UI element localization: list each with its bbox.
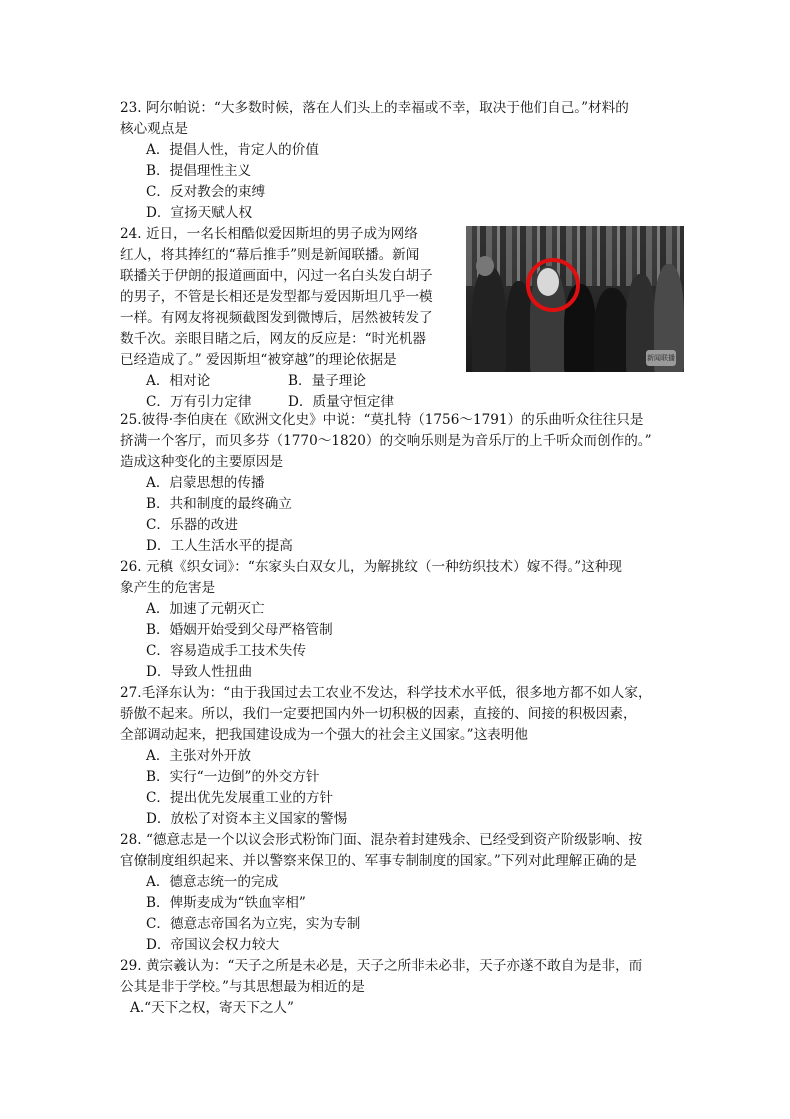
q24-option-a: A．相对论 [146,373,211,389]
q25-option-c: C．乐器的改进 [146,517,238,533]
q28-stem-line-2: 官僚制度组织起来、并以警察来保卫的、军事专制制度的国家。”下列对此理解正确的是 [120,853,637,869]
q23-option-b: B．提倡理性主义 [146,163,252,179]
q25-stem-line-1: 25.彼得·李伯庚在《欧洲文化史》中说：“莫扎特（1756～1791）的乐曲听众往往只是 [120,412,644,428]
q25-stem-line-2: 挤满一个客厅，而贝多芬（1770～1820）的交响乐则是为音乐厅的上千听众而创作的。” [120,433,652,449]
q24-stem-line-1: 24. 近日，一名长相酷似爱因斯坦的男子成为网络 [120,226,418,242]
q25-option-b: B．共和制度的最终确立 [146,496,292,512]
q27-option-d: D．放松了对资本主义国家的警惕 [146,811,348,827]
q27-stem-line-3: 全部调动起来，把我国建设成为一个强大的社会主义国家。”这表明他 [120,727,528,743]
q26-option-c: C．容易造成手工技术失传 [146,643,306,659]
q24-stem-line-3: 联播关于伊朗的报道画面中，闪过一名白头发白胡子 [120,268,433,284]
q24-option-b: B．量子理论 [288,373,366,389]
q26-option-d: D．导致人性扭曲 [146,664,253,680]
highlight-circle [526,258,580,312]
q24-stem-line-4: 的男子，不管是长相还是发型都与爱因斯坦几乎一模 [120,289,433,305]
q27-option-c: C．提出优先发展重工业的方针 [146,790,334,806]
q28-option-c: C．德意志帝国名为立宪，实为专制 [146,916,361,932]
q24-option-d: D．质量守恒定律 [288,394,395,410]
q23-option-a: A．提倡人性，肯定人的价值 [146,142,319,158]
q29-stem-line-2: 公其是非于学校。”与其思想最为相近的是 [120,979,365,995]
q25-option-a: A．启蒙思想的传播 [146,475,265,491]
q27-stem-line-1: 27.毛泽东认为：“由于我国过去工农业不发达，科学技术水平低，很多地方都不如人家， [120,685,652,701]
q23-option-d: D．宣扬天赋人权 [146,205,253,221]
news-logo: 新闻联播 [646,350,676,366]
q24-stem-line-5: 一样。有网友将视频截图发到微博后，居然被转发了 [120,310,433,326]
q25-stem-line-3: 造成这种变化的主要原因是 [120,454,284,470]
q23-stem-line-2: 核心观点是 [120,121,188,137]
news-screenshot-image [466,226,684,372]
q29-stem-line-1: 29. 黄宗羲认为：“天子之所是未必是，天子之所非未必非，天子亦遂不敢自为是非，而 [120,958,643,974]
q23-stem-line-1: 23. 阿尔帕说：“大多数时候，落在人们头上的幸福或不幸，取决于他们自己。”材料的 [120,100,629,116]
q24-stem-line-6: 数千次。亲眼目睹之后，网友的反应是：“时光机器 [120,331,427,347]
q26-option-b: B．婚姻开始受到父母严格管制 [146,622,333,638]
q24-stem-line-2: 红人，将其捧红的“幕后推手”则是新闻联播。新闻 [120,247,420,263]
q26-stem-line-1: 26. 元稹《织女词》：“东家头白双女儿，为解挑纹（一种纺织技术）嫁不得。”这种现 [120,559,623,575]
q26-option-a: A．加速了元朝灭亡 [146,601,265,617]
q23-option-c: C．反对教会的束缚 [146,184,266,200]
q28-stem-line-1: 28. “德意志是一个以议会形式粉饰门面、混杂着封建残余、已经受到资产阶级影响、按 [120,832,643,848]
q27-option-a: A．主张对外开放 [146,748,251,764]
q28-option-d: D．帝国议会权力较大 [146,937,280,953]
q29-option-a: A.“天下之权，寄天下之人” [130,1000,294,1016]
q28-option-a: A．德意志统一的完成 [146,874,279,890]
q28-option-b: B．俾斯麦成为“铁血宰相” [146,895,306,911]
q27-option-b: B．实行“一边倒”的外交方针 [146,769,320,785]
q27-stem-line-2: 骄傲不起来。所以，我们一定要把国内外一切积极的因素，直接的、间接的积极因素， [120,706,637,722]
q26-stem-line-2: 象产生的危害是 [120,580,216,596]
q24-option-c: C．万有引力定律 [146,394,252,410]
q25-option-d: D．工人生活水平的提高 [146,538,293,554]
q24-stem-line-7: 已经造成了。” 爱因斯坦“被穿越”的理论依据是 [120,352,397,368]
